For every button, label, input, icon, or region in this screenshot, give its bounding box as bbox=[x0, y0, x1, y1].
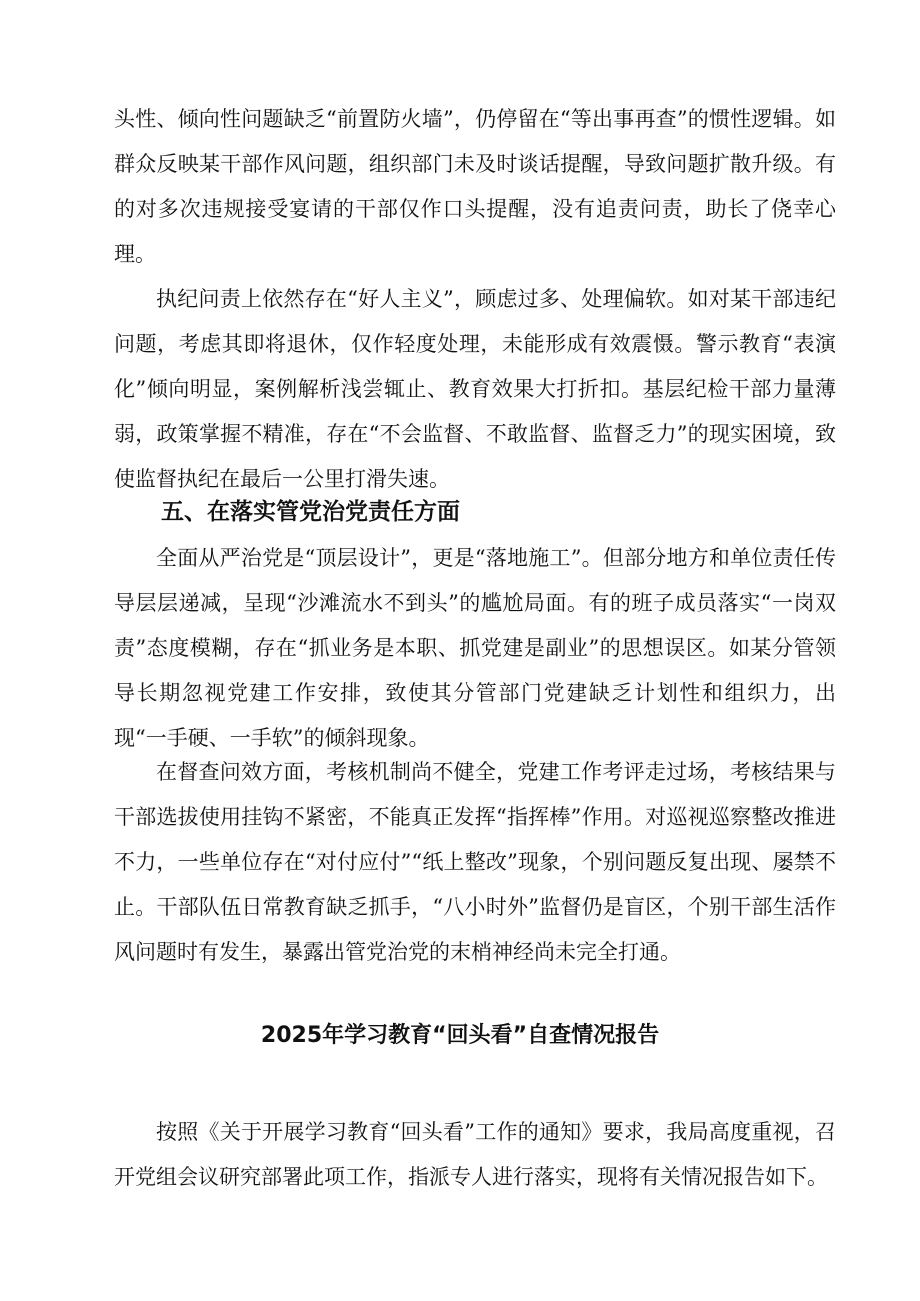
section-heading: 五、在落实管党治党责任方面 bbox=[161, 499, 460, 525]
paragraph-discipline-accountability: 执纪问责上依然存在“好人主义”，顾虑过多、处理偏软。如对某干部违纪问题，考虑其即将退休，仅作轻度处理，未能形成有效震慑。警示教育“表演化”倾向明显，案例解析浅尝辄止、教育效果大打折扣。基层纪检干部力量薄弱，政策掌握不精准，存在“不会监督、不敢监督、监督乏力”的现实困境，致使监督执纪在最后一公里打滑失速。 bbox=[114, 287, 836, 491]
report-intro-paragraph: 按照《关于开展学习教育“回头看”工作的通知》要求，我局高度重视，召开党组会议研究部署此项工作，指派专人进行落实，现将有关情况报告如下。 bbox=[114, 1120, 836, 1189]
report-title: 2025年学习教育“回头看”自查情况报告 bbox=[260, 1023, 660, 1048]
paragraph-responsibility-transmission: 全面从严治党是“顶层设计”，更是“落地施工”。但部分地方和单位责任传导层层递减，呈现“沙滩流水不到头”的尴尬局面。有的班子成员落实“一岗双责”态度模糊，存在“抓业务是本职、抓党建是副业”的思想误区。如某分管领导长期忽视党建工作安排，致使其分管部门党建缺乏计划性和组织力，出现“一手硬、一手软”的倾斜现象。 bbox=[114, 546, 836, 750]
paragraph-supervision-effectiveness: 在督查问效方面，考核机制尚不健全，党建工作考评走过场，考核结果与干部选拔使用挂钩不紧密，不能真正发挥“指挥棒”作用。对巡视巡察整改推进不力，一些单位存在“对付应付”“纸上整改”现象，个别问题反复出现、屡禁不止。干部队伍日常教育缺乏抓手，“八小时外”监督仍是盲区，个别干部生活作风问题时有发生，暴露出管党治党的末梢神经尚未完全打通。 bbox=[114, 760, 836, 964]
paragraph-preventive-supervision: 头性、倾向性问题缺乏“前置防火墙”，仍停留在“等出事再查”的惯性逻辑。如群众反映某干部作风问题，组织部门未及时谈话提醒，导致问题扩散升级。有的对多次违规接受宴请的干部仅作口头提醒，没有追责问责，助长了侥幸心理。 bbox=[114, 107, 836, 266]
